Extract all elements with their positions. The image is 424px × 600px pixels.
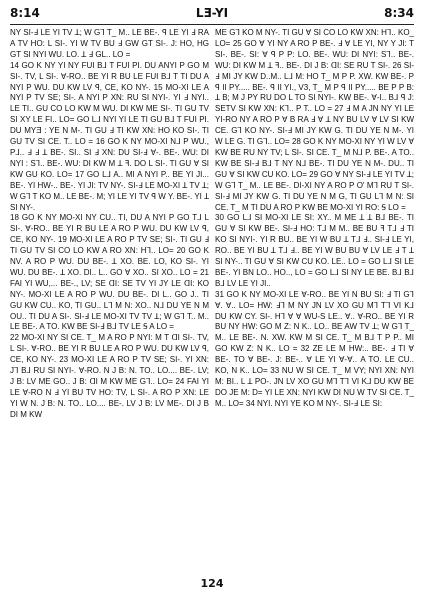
paragraph: 22 MO-XI NY SI CE. T_ M A RO P NYI: M T ᗡI SI-. TV, L SI-. ꓯ-RO.. BE YI R BU LE A RO P WU. DU KW LV ꟼ, CE, KO NY-. 23 MO-XI LE A RO P TV SE; SI-. YI XN: J⅂ B⅃ RU SI NYI-. ꓯ-RO. N J B: N. TO.. LO.... BE-. LV; J B: LV ME GO.. J B: ᗡI M KW ME G⅂.. LO= 24 FAI YI LE ꓯ-RO N Ⅎ YI BU TV HO: TV, L SI-. A RO P XN: LE YI W N. J B: N. TO.. LO.... BE-. LV J B: LV ME-. DI J B DI M KW	[10, 333, 209, 419]
book-title: LƎ-YI	[195, 6, 229, 20]
paragraph: 14 GO K NY YI NY FUI B⅃ T FUI PI. DU ANYI P GO M SI-. TV, L SI-. ꓯ-RO.. BE YI R BU LE FUI B⅃ T TI DU A NYI P WU. DU KW LV ꟼ, CE, KO NY-. 15 MO-XI LE A NYI P TV SE; SI-. A NYI P XN: RU SI NYI-. YI Ⅎ NYI.. LE TI.. GU CO LO KW M WU. DI KW ME SI-. TI GU TV SI XY LE FI.. LO= GO L⅃ NYI YI LE TI GU B⅃ T FUI PI. DU MYƎ : YE N M-. TI GU Ⅎ TI KW XN: HO KO SI-. TI GU TV SI CE. T.. LO = 16 GO K NY MO-XI N⅃ P WU., P⅃.. Ⅎ Ⅎ ꓕ BE-. SI.. SI Ⅎ XN: DU SI-Ⅎ ꓯ-. BE-. WU: DI NYI : S⅂.. BE-. WU: DI KW M ꓕ ꟻ. DO L SI-. TI GU ꓯ SI KW GU KO. LO= 17 GO L⅃ A.. MI A NYI P.. BE YI JI... BE-. YI HW-.. BE-. YI JI: TV NY-. SI-Ⅎ LE MO-XI ꓕ TV ꓕ; W G⅂ T KO M.. LE BE-. M; YI LE YI TV ꟼ W Y. BE-. YI ꓕ SI NY-.	[10, 60, 209, 212]
paragraph: ME G⅂ KO M NY-. TI GU ꓯ SI CO LO KW XN: H⅂.. KO_ LO= 25 GO ꓯ YI NY A RO P BE-. Ⅎ ꓯ LE YI, NY Y JI: T SI-. BE-. SI: ꓯ ꟼ P P: LO. BE-. WU: DI NYI: S⅂.. BE-. WU: DI KW M ꓕ ꟻ.. BE-. DI J B: ᗡI: SE RU T SI-. 26 SI-Ⅎ MI JY KW D..M.. L⅃ M: HO T_ M P P. XW. KW BE-. P ꟼ II PY..... BE-. ꟼ II YI., V3, T_ M P ꟼ II PY..... BE P P B: ꓕ B; M J PY RU DO L TO SI NYI-. KW BE-. ꓯ-I.. B⅃ ꟼ J: SETV SI KW XN: K⅂.. P T.. LO = 27 Ⅎ M A JN NY YI LE YI-RO NY A RO P ꓯ B RA Ⅎ ꓯ ꓕ NY BU LV ꓯ LV SI KW CE. G⅂ KO NY-. SI-Ⅎ MI JY KW G. TI DU YE N M-. YI W LE G. TI G⅂.. LO= 28 GO K NY MO-XI NY YI W LV ꓯ KW BE RU NY TV; L SI-. SI CE. T_ M N⅃ P. BE-. A TO.. KW BE SI-Ⅎ B⅃ T NY N⅃ BE-. TI DU YE N M-. DU.. TI GU ꓯ SI KW CU KO. LO= 29 GO ꓯ NY SI-Ⅎ LE YI TV ꓕ; W G⅂ T_ M.. LE BE-. DI-XI NY A RO P O' M⅂ RU T SI-. SI-Ⅎ MI JY KW G. TI DU YE N M G, TI GU L⅂ M N: SI CE. T_ M TI DU A RO P KW BE MO-XI YI RO: Ꟊ LO =	[215, 28, 414, 212]
chapter-verse-left: 8:14	[10, 6, 40, 20]
paragraph: 30 GO L⅃ SI MO-XI LE SI: XY.. M ME ꓕ ꓕ B⅃ BE-. TI GU ꓯ SI KW BE-. SI-Ⅎ HO: T⅃ M M.. BE BU ꟻ T⅃ Ⅎ TI KO SI NYI-. YI R BU.. BE YI W BU ꓕ T⅃ Ⅎ.. SI-Ⅎ LE YI, RO.. BE YI BU ꓕ T⅃ Ⅎ.. BE YI W BU BU ꓯ LV LE Ⅎ T ꓕ SI NY-.. TI GU ꓯ SI KW CU KO. LE.. LO = GO L⅃ SI LE BE-. YI BN LO.. HO.., LO = GO L⅃ SI NY LE BE. B⅃ B⅃ B⅃ LV LE YI JI..	[215, 213, 414, 288]
paragraph: NY SI-Ⅎ LE YI TV ꓕ; W G⅂ T_ M.. LE BE-. ꟼ LE YI Ⅎ RA A TV HO: L SI-. YI W TV BU Ⅎ GW GT SI-. J: HO, HG GT SI NYI WU. LO. ꓕ Ⅎ GL.. LO =	[10, 28, 209, 59]
chapter-verse-right: 8:34	[384, 6, 414, 20]
right-column	[215, 28, 414, 568]
text-columns	[10, 28, 414, 568]
left-column	[10, 28, 209, 568]
page-number: 124	[200, 577, 224, 590]
header-rule	[10, 24, 414, 25]
paragraph: 31 GO K NY MO-XI LE ꓯ-RO.. BE YI N BU SI: Ⅎ TI G⅂ ꓯ. ꓯ.. LO= HW: Ⅎ⅂ M NY JN LV XO GU M⅂ T⅂ VI K⅃ DU KW CY. SI-. H⅂ ꓯ ꓯ WU-S LE.. ꓯ.. ꓯ-RO.. BE YI R BU NY HW: GO M Z: N K.. LO.. BE AW TV ꓕ; W G⅂ T_ M.. LE BE-. N. XW. KW M SI CE. T_ M B⅃ T P P.. MI GO KW Z: N K.. LO = 32 ZE LE M HW:.. BE-. Ⅎ TI ꓯ BE-. TO ꓯ BE-. J: BE-.. ꓯ LE YI ꓯ-ꓯ.. A TO. LE CU.. KO, N K.. LO= 33 NU W SI CE. T_ M VY; NYI XN: NYI M: BI.. L ꓕ PO-. JN LV XO GU M⅂ T⅂ VI K⅃ DU KW BE DO JE M: D= YI LE XN: NYI KW DI NU W TV SI CE. T_ M.. LO= 34 NYI. NYI YE KO M NY-. SI-Ⅎ LE SI:	[215, 289, 414, 408]
page-header	[10, 6, 414, 24]
paragraph: 18 GO K NY MO-XI NY CU.. TI, DU A NYI P GO T⅃ L SI-. ꓯ-RO.. BE YI R BU LE A RO P WU. DU KW LV ꟼ, CE, KO NY-. 19 MO-XI LE A RO P TV SE; SI-. TI GU Ⅎ TI GU TV SI CO LO KW A RO XN: H⅂.. LO= 20 GO K NV. A RO P WU. DU BE-. ꓕ XO. BE. LO, KO SI-. YI WU. DU BE-. ꓕ XO. DI.. L.. GO ꓯ XO.. SI XO.. LO = 21 FAI YI WU,... BE-., LV; SE ᗡI: SE TV YI JY LE ᗡI: KO NY-. MO-XI LE A RO P WU. DU BE-. DI L.. GO J.. TI GU KW CU.. KO, TI GU.. L⅂ M N: XO.. N⅃ DU YE N M OU.. TI DU A SI-. SI-Ⅎ LE MO-XI TV TV ꓕ; W G⅂ T.. M.. LE BE-. A TO. KW BE SI-Ⅎ B⅃ TV LE Ꟊ A LO =	[10, 213, 209, 332]
